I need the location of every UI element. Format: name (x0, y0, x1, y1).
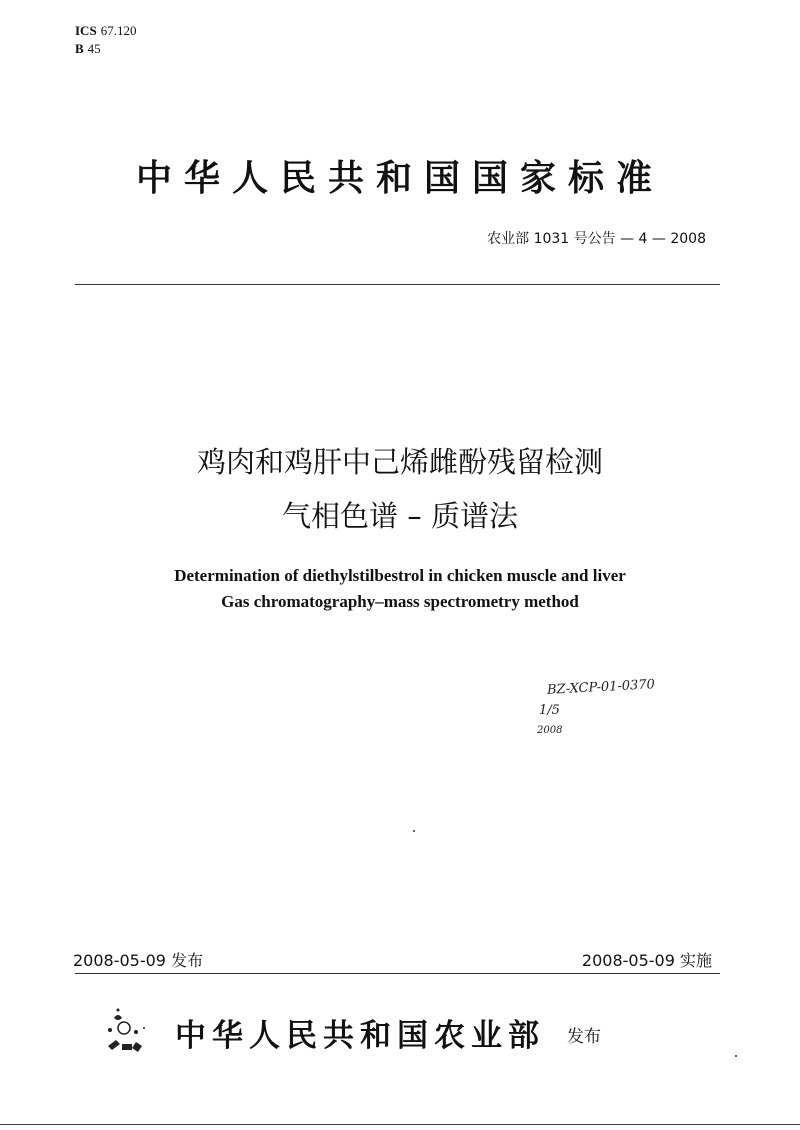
ics-code: 67.120 (100, 23, 137, 38)
handwritten-fraction: 1/5 (539, 703, 560, 718)
ics-line (75, 22, 136, 40)
ics-label: ICS (75, 23, 97, 38)
english-title-line-1: Determination of diethylstilbestrol in chicken muscle and liver (174, 566, 626, 585)
chinese-title-line-2: 气相色谱 – 质谱法 (282, 499, 518, 533)
issue-date: 2008-05-09 发布 (73, 951, 204, 970)
scan-edge-line (0, 1124, 800, 1125)
effective-date: 2008-05-09 实施 (581, 951, 712, 970)
publisher-name: 中华人民共和国农业部 (175, 1018, 545, 1054)
ccs-label: B (75, 41, 84, 56)
english-title-line-2: Gas chromatography–mass spectrometry method (221, 592, 579, 611)
ministry-emblem-icon (100, 1000, 160, 1060)
standard-header-title: 中华人民共和国国家标准 (135, 158, 664, 199)
bottom-divider (75, 973, 720, 974)
ccs-line (75, 40, 136, 58)
chinese-title-line-1: 鸡肉和鸡肝中己烯雌酚残留检测 (196, 445, 603, 479)
handwritten-archive-code: BZ-XCP-01-0370 (546, 677, 656, 698)
scan-speck (413, 830, 415, 832)
handwritten-year: 2008 (537, 725, 563, 736)
standard-number: 农业部 1031 号公告 — 4 — 2008 (487, 231, 706, 247)
top-divider (75, 284, 720, 285)
scan-speck (735, 1055, 737, 1057)
publish-label: 发布 (567, 1027, 601, 1047)
ccs-code: 45 (87, 41, 101, 56)
classification-block (75, 22, 136, 58)
